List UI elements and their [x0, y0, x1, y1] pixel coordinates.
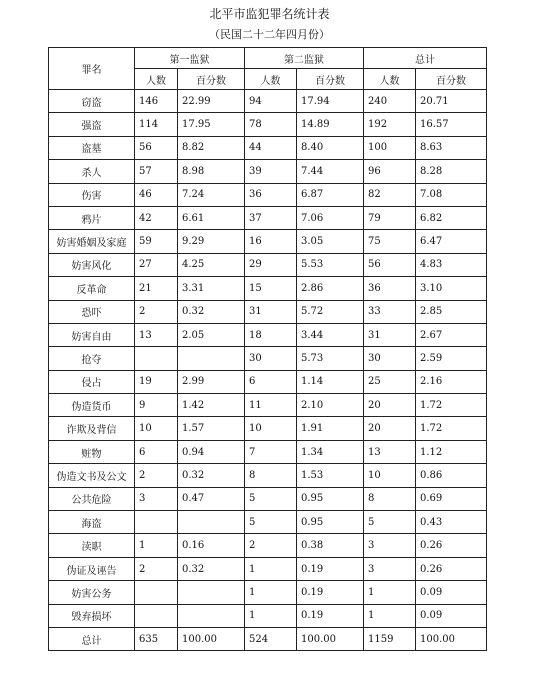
cell-prison-1-count: 27	[135, 253, 178, 276]
cell-total-percent: 7.08	[416, 183, 487, 206]
cell-prison-1-count	[135, 347, 178, 370]
cell-prison-1-percent: 0.94	[178, 440, 245, 463]
cell-total-count: 20	[364, 394, 416, 417]
cell-prison-2-percent: 7.44	[297, 160, 364, 183]
cell-crime: 妨害自由	[49, 323, 135, 346]
cell-total-count: 20	[364, 417, 416, 440]
cell-prison-1-count: 10	[135, 417, 178, 440]
cell-crime: 恐吓	[49, 300, 135, 323]
table-row	[49, 534, 487, 557]
cell-prison-1-percent: 8.82	[178, 136, 245, 159]
cell-prison-1-percent: 6.61	[178, 206, 245, 229]
cell-total-percent: 16.57	[416, 113, 487, 136]
cell-prison-2-count: 5	[245, 511, 297, 534]
header-crime: 罪名	[49, 48, 135, 90]
cell-total-percent: 8.63	[416, 136, 487, 159]
table-row	[49, 160, 487, 183]
cell-prison-2-percent: 2.10	[297, 394, 364, 417]
cell-prison-2-count: 36	[245, 183, 297, 206]
table-row	[49, 323, 487, 346]
cell-prison-2-percent: 0.19	[297, 604, 364, 627]
cell-crime: 伪证及诬告	[49, 557, 135, 580]
cell-prison-2-count: 1	[245, 604, 297, 627]
cell-total-count: 56	[364, 253, 416, 276]
cell-total-count: 25	[364, 370, 416, 393]
cell-prison-1-count: 114	[135, 113, 178, 136]
cell-total-percent: 0.26	[416, 557, 487, 580]
cell-prison-1-count: 9	[135, 394, 178, 417]
cell-total-percent: 100.00	[416, 627, 487, 650]
cell-prison-2-percent: 0.19	[297, 581, 364, 604]
cell-prison-2-percent: 17.94	[297, 90, 364, 113]
cell-total-percent: 4.83	[416, 253, 487, 276]
cell-prison-1-percent: 7.24	[178, 183, 245, 206]
table-row	[49, 230, 487, 253]
table-row	[49, 347, 487, 370]
cell-prison-2-count: 1	[245, 581, 297, 604]
cell-prison-2-count: 8	[245, 464, 297, 487]
cell-prison-2-percent: 0.95	[297, 487, 364, 510]
table-row	[49, 136, 487, 159]
cell-prison-1-percent: 9.29	[178, 230, 245, 253]
cell-total-count: 36	[364, 277, 416, 300]
table-subtitle: （民国二十二年四月份）	[209, 28, 330, 41]
cell-prison-1-percent: 0.16	[178, 534, 245, 557]
cell-total-percent: 3.10	[416, 277, 487, 300]
cell-prison-2-count: 524	[245, 627, 297, 650]
cell-prison-2-percent: 1.34	[297, 440, 364, 463]
cell-total-percent: 0.09	[416, 581, 487, 604]
cell-prison-2-percent: 1.53	[297, 464, 364, 487]
cell-crime: 总计	[49, 627, 135, 650]
cell-prison-1-percent: 2.05	[178, 323, 245, 346]
cell-prison-2-percent: 14.89	[297, 113, 364, 136]
cell-prison-1-percent: 0.32	[178, 557, 245, 580]
cell-prison-1-percent: 0.32	[178, 300, 245, 323]
header-prison-1: 第一监狱	[135, 48, 245, 69]
cell-total-percent: 0.69	[416, 487, 487, 510]
cell-prison-1-count: 21	[135, 277, 178, 300]
cell-prison-1-percent: 4.25	[178, 253, 245, 276]
cell-total-percent: 2.85	[416, 300, 487, 323]
cell-prison-1-count: 42	[135, 206, 178, 229]
cell-crime: 杀人	[49, 160, 135, 183]
cell-total-count: 96	[364, 160, 416, 183]
cell-total-count: 30	[364, 347, 416, 370]
header-total-percent: 百分数	[416, 69, 487, 90]
cell-prison-2-percent: 6.87	[297, 183, 364, 206]
cell-total-count: 1159	[364, 627, 416, 650]
cell-prison-2-count: 1	[245, 557, 297, 580]
cell-total-percent: 1.12	[416, 440, 487, 463]
cell-prison-2-count: 31	[245, 300, 297, 323]
table-row	[49, 206, 487, 229]
cell-prison-1-count: 1	[135, 534, 178, 557]
cell-crime: 海盗	[49, 511, 135, 534]
cell-total-percent: 2.16	[416, 370, 487, 393]
table-row	[49, 627, 487, 650]
cell-prison-2-percent: 1.14	[297, 370, 364, 393]
cell-total-count: 100	[364, 136, 416, 159]
cell-prison-2-percent: 0.19	[297, 557, 364, 580]
table-row	[49, 394, 487, 417]
crime-statistics-table	[48, 47, 487, 651]
cell-total-percent: 20.71	[416, 90, 487, 113]
cell-crime: 窃盗	[49, 90, 135, 113]
table-row	[49, 417, 487, 440]
cell-prison-2-percent: 1.91	[297, 417, 364, 440]
cell-prison-1-count: 6	[135, 440, 178, 463]
cell-crime: 妨害公务	[49, 581, 135, 604]
table-row	[49, 440, 487, 463]
cell-prison-2-count: 37	[245, 206, 297, 229]
cell-total-percent: 2.67	[416, 323, 487, 346]
cell-prison-1-count: 3	[135, 487, 178, 510]
table-row	[49, 90, 487, 113]
cell-total-count: 5	[364, 511, 416, 534]
header-prison-2-percent: 百分数	[297, 69, 364, 90]
cell-prison-1-count: 2	[135, 300, 178, 323]
cell-total-count: 75	[364, 230, 416, 253]
table-title: 北平市监犯罪名统计表	[209, 7, 330, 21]
cell-prison-1-count: 57	[135, 160, 178, 183]
cell-prison-2-percent: 5.73	[297, 347, 364, 370]
cell-crime: 反革命	[49, 277, 135, 300]
cell-prison-2-count: 6	[245, 370, 297, 393]
cell-total-count: 13	[364, 440, 416, 463]
cell-total-percent: 0.26	[416, 534, 487, 557]
cell-total-count: 240	[364, 90, 416, 113]
table-row	[49, 253, 487, 276]
cell-prison-1-percent: 17.95	[178, 113, 245, 136]
table-row	[49, 300, 487, 323]
table-row	[49, 183, 487, 206]
cell-crime: 渎职	[49, 534, 135, 557]
cell-prison-1-percent	[178, 511, 245, 534]
cell-prison-2-percent: 8.40	[297, 136, 364, 159]
cell-prison-1-count	[135, 604, 178, 627]
cell-total-count: 8	[364, 487, 416, 510]
cell-prison-2-percent: 0.38	[297, 534, 364, 557]
table-header	[49, 48, 487, 90]
cell-prison-1-count	[135, 511, 178, 534]
table-row	[49, 370, 487, 393]
cell-prison-2-count: 5	[245, 487, 297, 510]
table-row	[49, 113, 487, 136]
cell-prison-2-count: 30	[245, 347, 297, 370]
cell-prison-2-count: 78	[245, 113, 297, 136]
table-row	[49, 557, 487, 580]
cell-prison-1-percent: 8.98	[178, 160, 245, 183]
cell-prison-2-count: 16	[245, 230, 297, 253]
cell-total-percent: 0.43	[416, 511, 487, 534]
cell-prison-1-percent	[178, 581, 245, 604]
cell-crime: 鸦片	[49, 206, 135, 229]
cell-total-count: 79	[364, 206, 416, 229]
cell-prison-1-count: 13	[135, 323, 178, 346]
header-prison-1-percent: 百分数	[178, 69, 245, 90]
header-prison-2-count: 人数	[245, 69, 297, 90]
cell-prison-2-percent: 7.06	[297, 206, 364, 229]
cell-prison-2-count: 10	[245, 417, 297, 440]
table-row	[49, 487, 487, 510]
cell-prison-1-percent: 22.99	[178, 90, 245, 113]
cell-crime: 抢夺	[49, 347, 135, 370]
cell-crime: 赃物	[49, 440, 135, 463]
table-row	[49, 511, 487, 534]
header-total: 总计	[364, 48, 487, 69]
cell-crime: 妨害风化	[49, 253, 135, 276]
cell-prison-1-percent: 2.99	[178, 370, 245, 393]
cell-prison-2-count: 2	[245, 534, 297, 557]
cell-prison-1-percent: 0.32	[178, 464, 245, 487]
cell-crime: 伪造货币	[49, 394, 135, 417]
cell-prison-1-percent: 3.31	[178, 277, 245, 300]
cell-total-count: 31	[364, 323, 416, 346]
cell-total-percent: 1.72	[416, 417, 487, 440]
cell-prison-1-count: 19	[135, 370, 178, 393]
table-row	[49, 464, 487, 487]
cell-crime: 公共危险	[49, 487, 135, 510]
cell-prison-2-count: 7	[245, 440, 297, 463]
cell-prison-1-count: 2	[135, 464, 178, 487]
cell-total-percent: 8.28	[416, 160, 487, 183]
cell-crime: 诈欺及背信	[49, 417, 135, 440]
cell-crime: 盗墓	[49, 136, 135, 159]
cell-prison-2-count: 39	[245, 160, 297, 183]
header-prison-2: 第二监狱	[245, 48, 364, 69]
cell-prison-2-count: 44	[245, 136, 297, 159]
cell-total-count: 82	[364, 183, 416, 206]
cell-prison-2-count: 29	[245, 253, 297, 276]
cell-prison-2-percent: 2.86	[297, 277, 364, 300]
cell-total-percent: 0.86	[416, 464, 487, 487]
cell-total-count: 192	[364, 113, 416, 136]
cell-prison-2-count: 11	[245, 394, 297, 417]
cell-prison-2-percent: 0.95	[297, 511, 364, 534]
cell-prison-2-percent: 3.05	[297, 230, 364, 253]
cell-prison-1-percent: 0.47	[178, 487, 245, 510]
cell-prison-2-count: 15	[245, 277, 297, 300]
cell-prison-1-count: 146	[135, 90, 178, 113]
table-row	[49, 581, 487, 604]
cell-prison-1-count: 635	[135, 627, 178, 650]
cell-prison-2-percent: 3.44	[297, 323, 364, 346]
cell-prison-1-percent: 100.00	[178, 627, 245, 650]
cell-total-percent: 2.59	[416, 347, 487, 370]
cell-prison-2-count: 94	[245, 90, 297, 113]
cell-total-percent: 1.72	[416, 394, 487, 417]
cell-total-count: 33	[364, 300, 416, 323]
cell-crime: 强盗	[49, 113, 135, 136]
cell-total-count: 10	[364, 464, 416, 487]
cell-crime: 侵占	[49, 370, 135, 393]
cell-total-count: 3	[364, 557, 416, 580]
header-prison-1-count: 人数	[135, 69, 178, 90]
cell-prison-2-percent: 100.00	[297, 627, 364, 650]
cell-total-percent: 6.82	[416, 206, 487, 229]
cell-prison-2-percent: 5.72	[297, 300, 364, 323]
header-total-count: 人数	[364, 69, 416, 90]
cell-total-count: 3	[364, 534, 416, 557]
cell-crime: 毁弃损坏	[49, 604, 135, 627]
cell-prison-1-percent	[178, 604, 245, 627]
cell-total-percent: 6.47	[416, 230, 487, 253]
table-body	[49, 90, 487, 651]
cell-prison-1-percent: 1.57	[178, 417, 245, 440]
cell-prison-2-percent: 5.53	[297, 253, 364, 276]
cell-crime: 伤害	[49, 183, 135, 206]
cell-prison-2-count: 18	[245, 323, 297, 346]
cell-prison-1-count: 56	[135, 136, 178, 159]
cell-total-count: 1	[364, 604, 416, 627]
cell-prison-1-percent: 1.42	[178, 394, 245, 417]
cell-total-percent: 0.09	[416, 604, 487, 627]
cell-prison-1-count: 59	[135, 230, 178, 253]
cell-prison-1-count: 46	[135, 183, 178, 206]
cell-prison-1-percent	[178, 347, 245, 370]
cell-total-count: 1	[364, 581, 416, 604]
table-row	[49, 277, 487, 300]
cell-prison-1-count	[135, 581, 178, 604]
table-row	[49, 604, 487, 627]
cell-prison-1-count: 2	[135, 557, 178, 580]
cell-crime: 伪造文书及公文	[49, 464, 135, 487]
cell-crime: 妨害婚姻及家庭	[49, 230, 135, 253]
